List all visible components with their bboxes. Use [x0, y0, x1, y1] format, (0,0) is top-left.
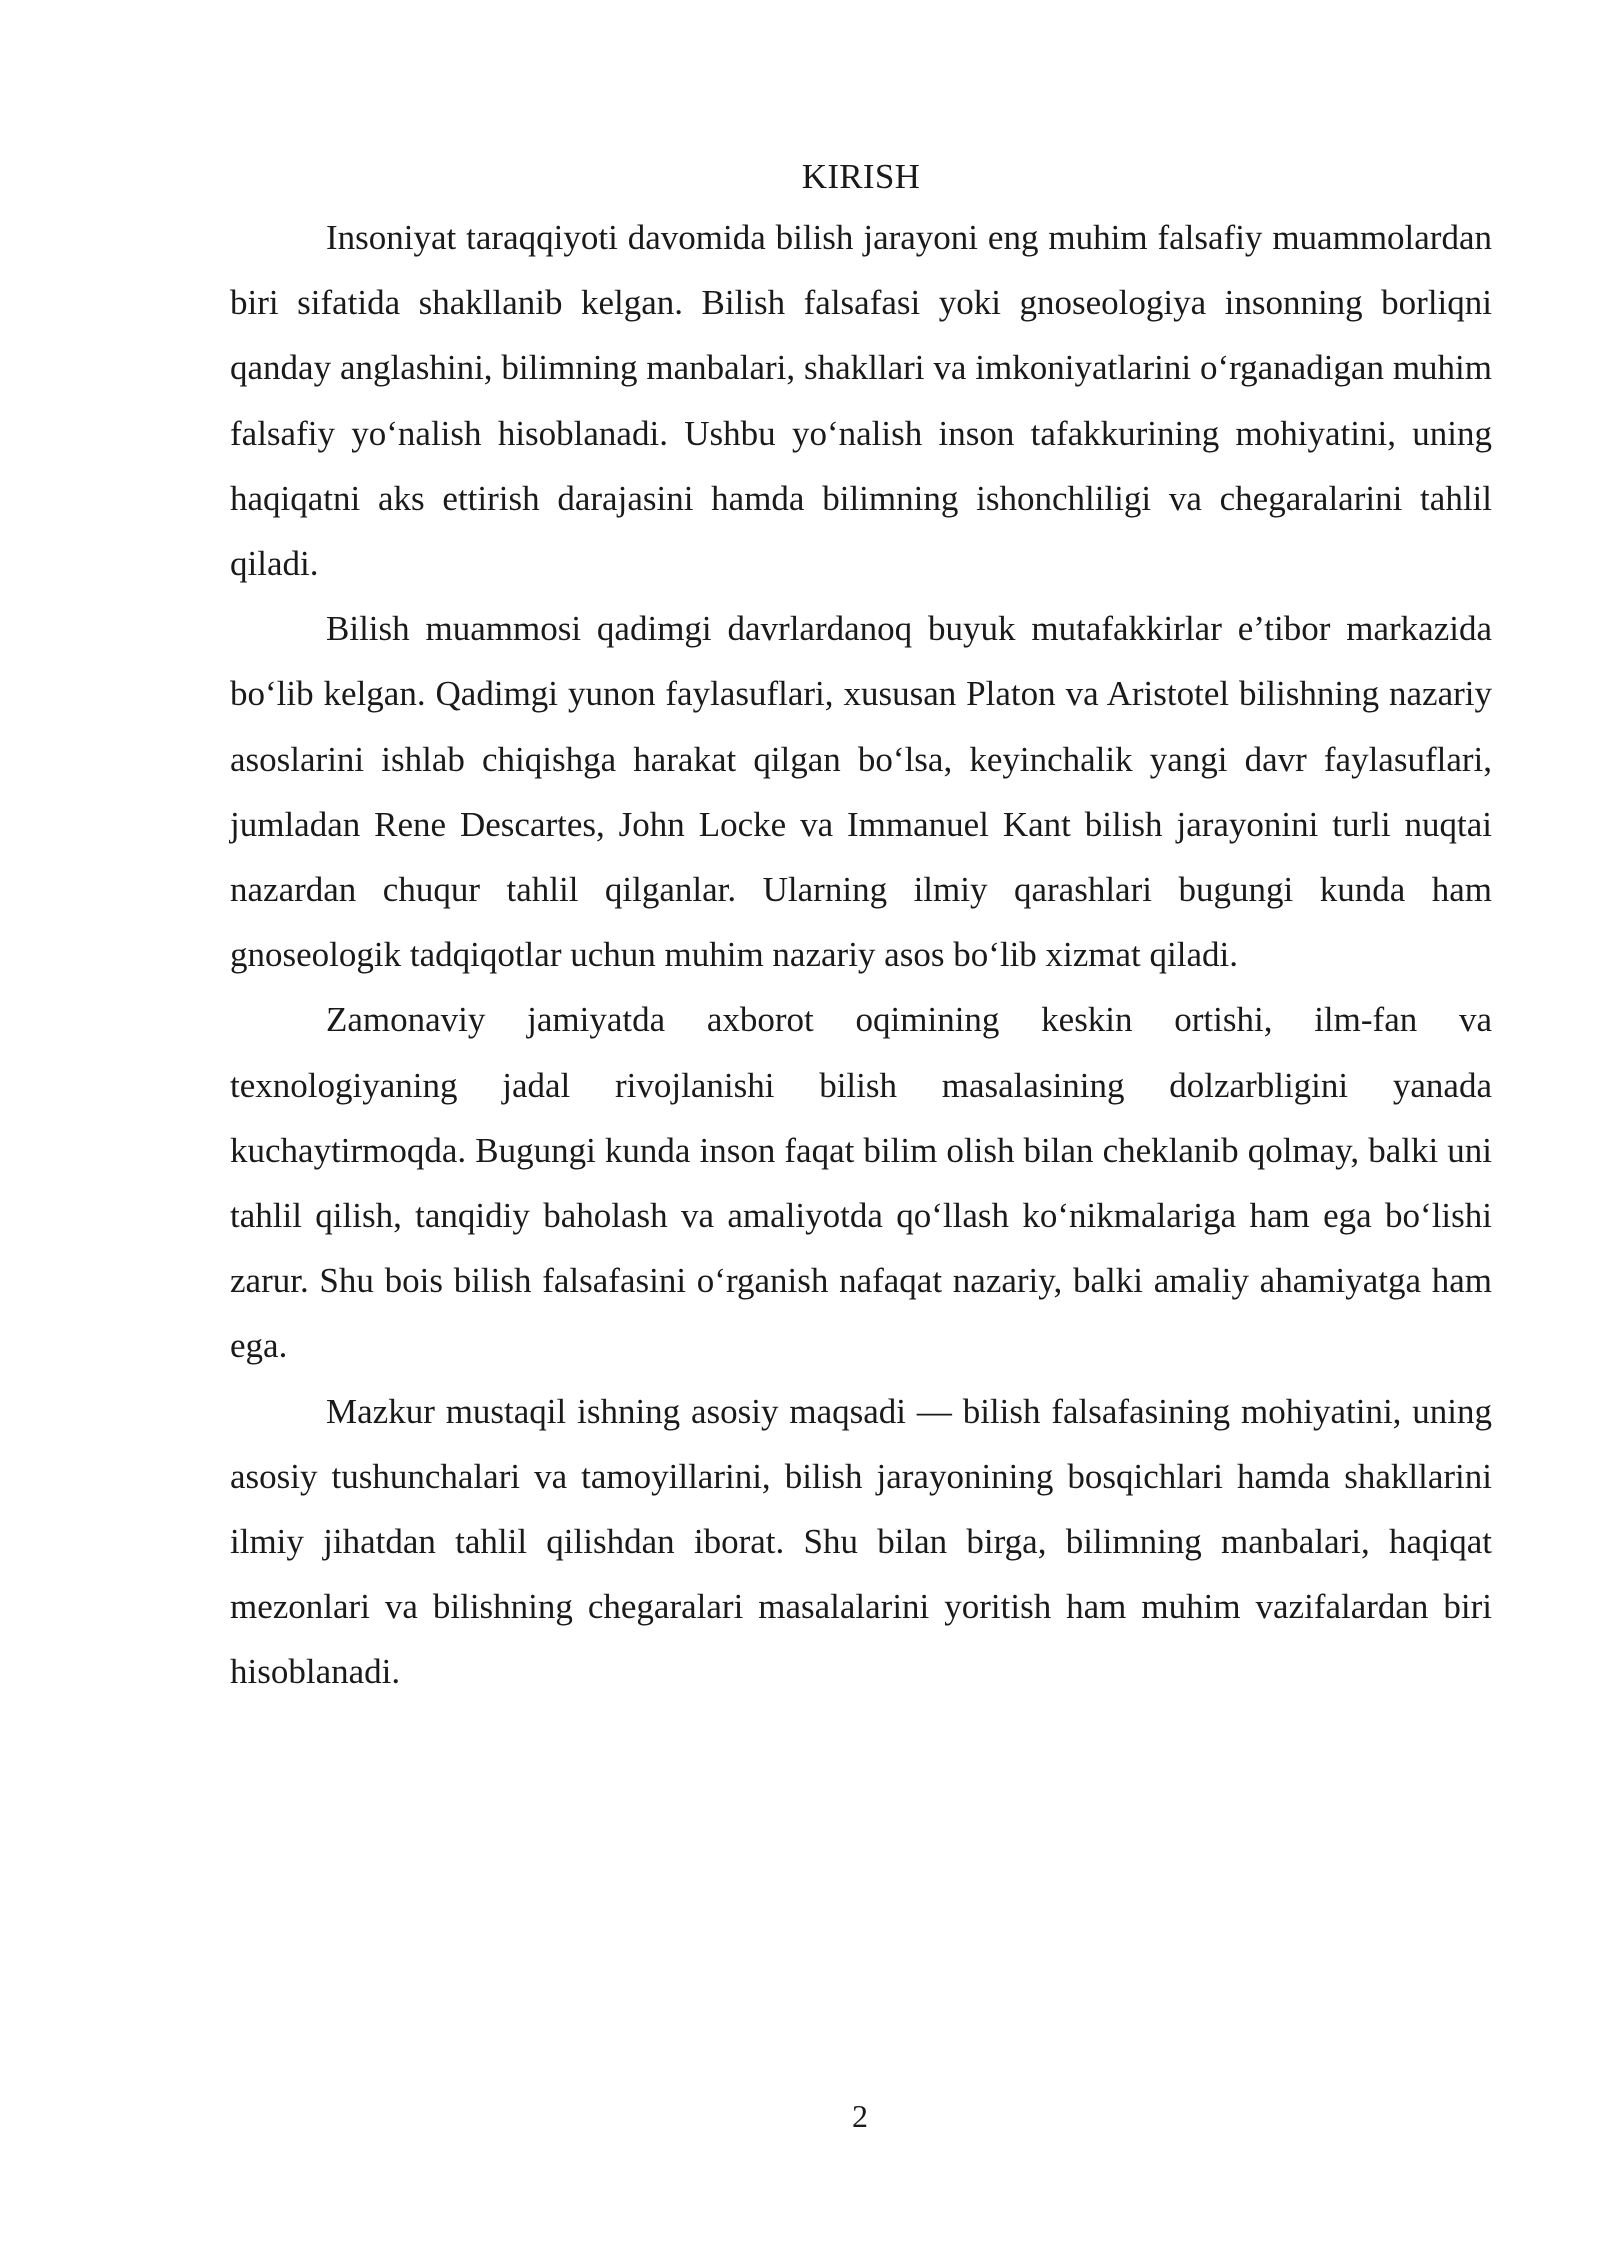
paragraph-2: Bilish muammosi qadimgi davrlardanoq buyuk mutafakkirlar e’tibor markazida bo‘lib kelgan. Qadimgi yunon faylasuflari, xususan Platon va Aristotel bilishning nazariy asoslarini ishlab chiqishga harakat qilgan bo‘lsa, keyinchalik yangi davr faylasuflari, jumladan Rene Descartes, John Locke va Immanuel Kant bilish jarayonini turli nuqtai nazardan chuqur tahlil qilganlar. Ularning ilmiy qarashlari bugungi kunda ham gnoseologik tadqiqotlar uchun muhim nazariy asos bo‘lib xizmat qiladi. — [230, 609, 1492, 975]
page-number: 2 — [852, 2098, 868, 2134]
paragraph-3: Zamonaviy jamiyatda axborot oqimining keskin ortishi, ilm-fan va texnologiyaning jadal rivojlanishi bilish masalasining dolzarbligini yanada kuchaytirmoqda. Bugungi kunda inson faqat bilim olish bilan cheklanib qolmay, balki uni tahlil qilish, tanqidiy baholash va amaliyotda qo‘llash ko‘nikmalariga ham ega bo‘lishi zarur. Shu bois bilish falsafasini o‘rganish nafaqat nazariy, balki amaliy ahamiyatga ham ega. — [230, 1000, 1492, 1366]
paragraph-1: Insoniyat taraqqiyoti davomida bilish jarayoni eng muhim falsafiy muammolardan biri sifatida shakllanib kelgan. Bilish falsafasi yoki gnoseologiya insonning borliqni qanday anglashini, bilimning manbalari, shakllari va imkoniyatlarini o‘rganadigan muhim falsafiy yo‘nalish hisoblanadi. Ushbu yo‘nalish inson tafakkurining mohiyatini, uning haqiqatni aks ettirish darajasini hamda bilimning ishonchliligi va chegaralarini tahlil qiladi. — [230, 218, 1492, 584]
document-body — [230, 148, 1492, 1705]
paragraph-4: Mazkur mustaqil ishning asosiy maqsadi — bilish falsafasining mohiyatini, uning asosiy tushunchalari va tamoyillarini, bilish jarayonining bosqichlari hamda shakllarini ilmiy jihatdan tahlil qilishdan iborat. Shu bilan birga, bilimning manbalari, haqiqat mezonlari va bilishning chegaralari masalalarini yoritish ham muhim vazifalardan biri hisoblanadi. — [230, 1391, 1492, 1692]
section-heading: KIRISH — [801, 157, 921, 196]
